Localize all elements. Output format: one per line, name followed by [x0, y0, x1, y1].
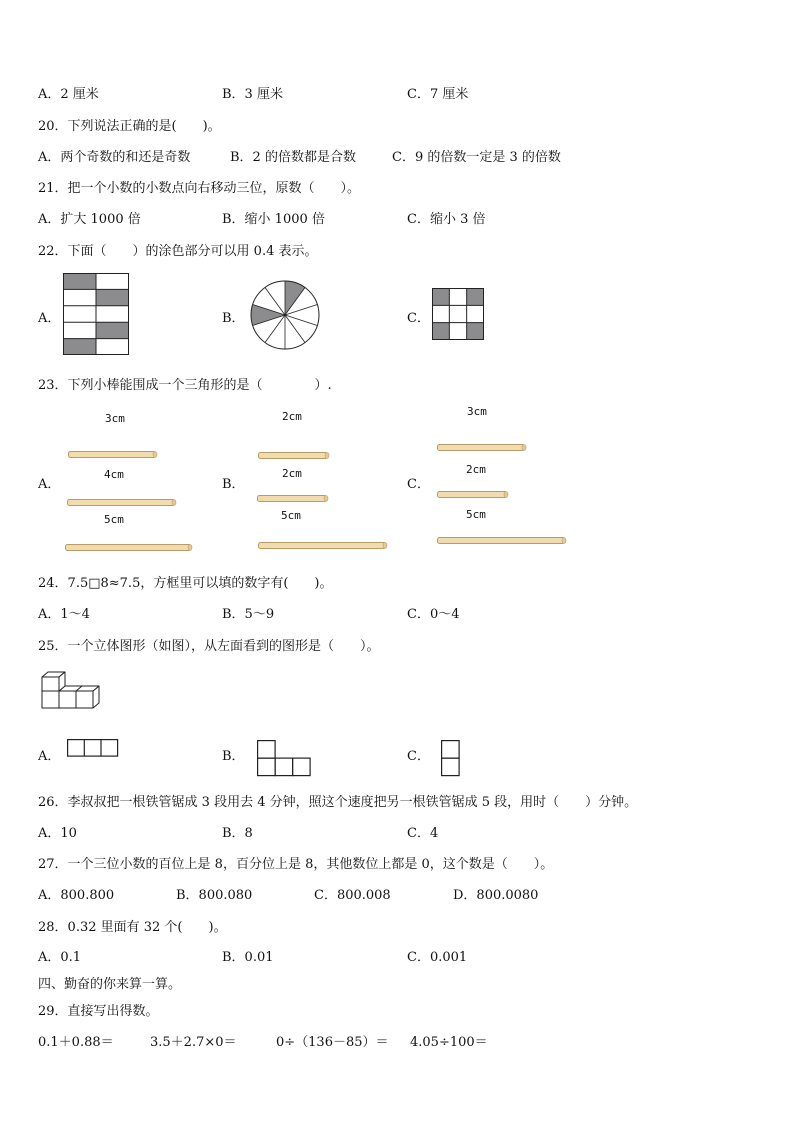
q20-stem: 20．下列说法正确的是( )。 — [38, 119, 221, 134]
q23-option-a[interactable]: A． — [38, 477, 61, 492]
q23-a-stick1-label: 3cm — [105, 412, 125, 425]
q25-option-c[interactable]: C． — [407, 749, 430, 764]
q25-figure-c-vertical-squares — [441, 740, 461, 777]
q26-option-a[interactable]: A．10 — [38, 826, 77, 841]
q23-option-b[interactable]: B． — [222, 477, 245, 492]
q26-stem: 26．李叔叔把一根铁管锯成 3 段用去 4 分钟，照这个速度把另一根铁管锯成 5 段，用时（ ）分钟。 — [38, 795, 638, 810]
q25-stem: 25．一个立体图形（如图），从左面看到的图形是（ ）。 — [38, 639, 380, 654]
q26-option-c[interactable]: C．4 — [407, 826, 439, 841]
q28-option-a[interactable]: A．0.1 — [38, 950, 82, 965]
q23-b-stick2 — [257, 495, 329, 503]
q29-stem: 29．直接写出得数。 — [38, 1004, 159, 1019]
q26-option-b[interactable]: B．8 — [222, 826, 253, 841]
q19-option-b[interactable]: B．3 厘米 — [222, 87, 283, 102]
q23-b-stick1 — [258, 452, 330, 460]
q22-figure-a-grid — [63, 273, 129, 355]
q28-stem: 28．0.32 里面有 32 个( )。 — [38, 920, 227, 935]
q19-option-a[interactable]: A．2 厘米 — [38, 87, 99, 102]
q23-a-stick2 — [67, 499, 177, 507]
q21-option-b[interactable]: B．缩小 1000 倍 — [222, 212, 325, 227]
q19-option-c[interactable]: C．7 厘米 — [407, 87, 469, 102]
q20-option-b[interactable]: B．2 的倍数都是合数 — [230, 150, 356, 165]
q25-option-a[interactable]: A． — [38, 749, 61, 764]
q23-a-stick3-label: 5cm — [104, 513, 124, 526]
q23-c-stick3 — [437, 537, 567, 545]
q23-b-stick3-label: 5cm — [281, 509, 301, 522]
q22-stem: 22．下面（ ）的涂色部分可以用 0.4 表示。 — [38, 244, 318, 259]
q29-expr-2[interactable]: 3.5＋2.7×0＝ — [150, 1035, 237, 1050]
q21-stem: 21．把一个小数的小数点向右移动三位，原数（ ）。 — [38, 181, 361, 196]
q23-option-c[interactable]: C． — [407, 477, 430, 492]
q29-expr-3[interactable]: 0÷（136－85）＝ — [276, 1035, 389, 1050]
q23-a-stick1 — [68, 451, 158, 459]
q25-figure-b-l-shape — [257, 740, 311, 777]
q22-figure-c-grid — [432, 288, 484, 340]
q29-expr-4[interactable]: 4.05÷100＝ — [410, 1035, 488, 1050]
q25-solid-figure — [41, 671, 101, 709]
q23-b-stick2-label: 2cm — [282, 467, 302, 480]
q25-figure-a-three-squares — [67, 739, 119, 757]
q23-c-stick2 — [437, 491, 509, 499]
q28-option-b[interactable]: B．0.01 — [222, 950, 274, 965]
q28-option-c[interactable]: C．0.001 — [407, 950, 468, 965]
q23-a-stick3 — [65, 544, 193, 552]
q22-option-b[interactable]: B． — [222, 311, 245, 326]
q22-option-c[interactable]: C． — [407, 311, 430, 326]
q20-option-a[interactable]: A．两个奇数的和还是奇数 — [38, 150, 191, 165]
q27-option-d[interactable]: D．800.0080 — [453, 888, 539, 903]
section-4-title: 四、勤奋的你来算一算。 — [38, 977, 182, 992]
q23-c-stick3-label: 5cm — [466, 508, 486, 521]
q21-option-c[interactable]: C．缩小 3 倍 — [407, 212, 486, 227]
q22-figure-b-circle — [250, 280, 320, 350]
q27-stem: 27．一个三位小数的百位上是 8，百分位上是 8，其他数位上都是 0，这个数是（ ）。 — [38, 857, 554, 872]
q23-b-stick3 — [258, 542, 388, 550]
q22-option-a[interactable]: A． — [38, 311, 61, 326]
q23-c-stick1 — [437, 444, 527, 452]
q23-c-stick1-label: 3cm — [467, 405, 487, 418]
q24-stem: 24．7.5□8≈7.5，方框里可以填的数字有( )。 — [38, 576, 333, 591]
q24-option-a[interactable]: A．1～4 — [38, 607, 90, 622]
q21-option-a[interactable]: A．扩大 1000 倍 — [38, 212, 141, 227]
q27-option-b[interactable]: B．800.080 — [176, 888, 253, 903]
q29-expr-1[interactable]: 0.1＋0.88＝ — [38, 1035, 114, 1050]
q27-option-a[interactable]: A．800.800 — [38, 888, 115, 903]
q27-option-c[interactable]: C．800.008 — [314, 888, 391, 903]
q24-option-c[interactable]: C．0～4 — [407, 607, 460, 622]
q25-option-b[interactable]: B． — [222, 749, 245, 764]
q23-b-stick1-label: 2cm — [282, 410, 302, 423]
q23-stem: 23．下列小棒能围成一个三角形的是（ ）. — [38, 378, 332, 393]
q20-option-c[interactable]: C．9 的倍数一定是 3 的倍数 — [392, 150, 561, 165]
q23-a-stick2-label: 4cm — [104, 468, 124, 481]
q23-c-stick2-label: 2cm — [466, 463, 486, 476]
q24-option-b[interactable]: B．5～9 — [222, 607, 275, 622]
